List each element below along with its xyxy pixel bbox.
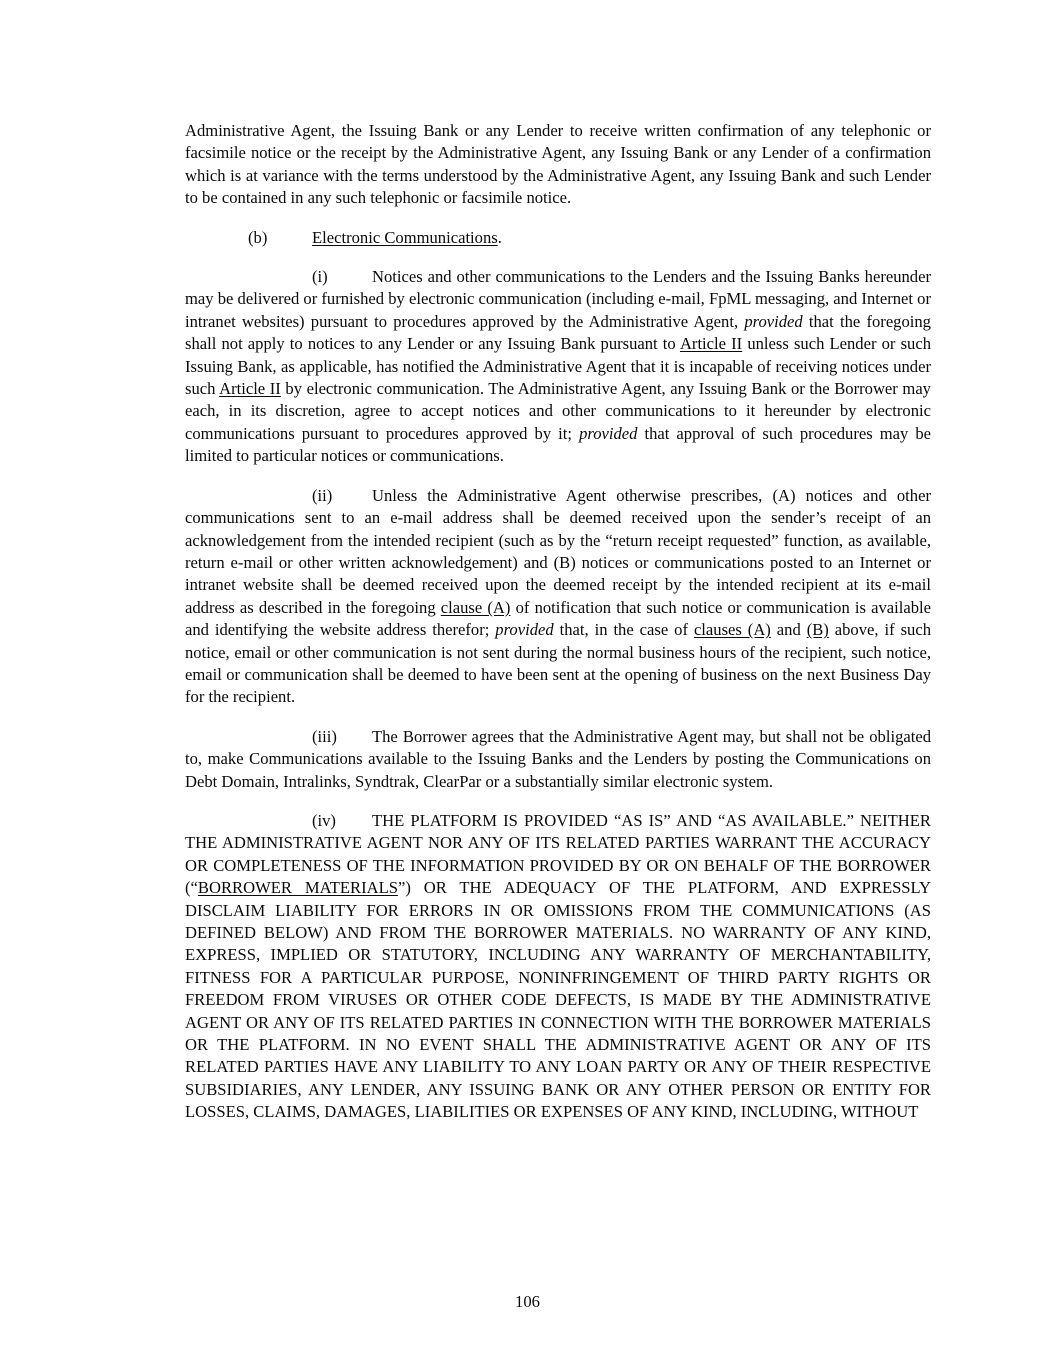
text-run: THE PLATFORM IS PROVIDED “AS IS” AND “AS AVAILABLE.” NEITHER THE ADMINISTRATIVE AGENT NOR ANY OF ITS RELATED PARTIES WARRANT THE ACCURACY OR COMPLETENESS OF THE INFORMATION PROVIDED BY OR ON BEHALF OF THE BORROWER (“	[185, 810, 931, 898]
text-run: provided	[744, 311, 803, 331]
text-run: by electronic communication. The Administrative Agent, any Issuing Bank or the Borrower may each, in its discretion, agree to accept notices and other communications to it hereunder by electronic communications pursuant to procedures approved by it;	[185, 379, 931, 443]
list-marker: (ii)	[312, 485, 333, 505]
list-marker: (b)	[248, 227, 268, 247]
text-run: clauses (A)	[693, 620, 771, 640]
heading-electronic-communications	[185, 227, 931, 249]
text-run: Article II	[219, 379, 281, 399]
text-run: Article II	[679, 334, 743, 354]
text-run: BORROWER MATERIALS	[197, 878, 398, 898]
text-run: that the foregoing shall not apply to notices to any Lender or any Issuing Bank pursuant to	[185, 311, 931, 354]
text-run: that approval of such procedures may be limited to particular notices or communications.	[185, 423, 931, 466]
text-run: Administrative Agent, the Issuing Bank or any Lender to receive written confirmation of any telephonic or facsimile notice or the receipt by the Administrative Agent, any Issuing Bank or any Lender of a confirmation which is at variance with the terms understood by the Administrative Agent, any Issuing Bank and such Lender to be contained in any such telephonic or facsimile notice.	[185, 121, 931, 208]
document-body	[185, 120, 931, 1141]
list-marker: (iii)	[312, 726, 337, 746]
text-run: of notification that such notice or communication is available and identifying the website address therefor;	[185, 597, 932, 640]
text-run: (B)	[806, 620, 829, 640]
text-run: above, if such notice, email or other communication is not sent during the normal business hours of the recipient, such notice, email or communication shall be deemed to have been sent at the opening of business on the next Business Day for the recipient.	[185, 620, 931, 707]
paragraph-continuation	[185, 120, 931, 210]
text-run: .	[497, 227, 502, 247]
page-number: 106	[515, 1292, 540, 1311]
text-run: Unless the Administrative Agent otherwise prescribes, (A) notices and other communications sent to an e-mail address shall be deemed received upon the sender’s receipt of an acknowledgement from the intended recipient (such as by the “return receipt requested” function, as available, return e-mail or other written acknowledgement) and (B) notices or communications posted to an Internet or intranet website shall be deemed received upon the deemed receipt by the intended recipient at its e-mail address as described in the foregoing	[185, 485, 931, 617]
clause-iii	[185, 726, 931, 793]
text-run: that, in the case of	[553, 620, 694, 640]
text-run: provided	[495, 620, 554, 640]
text-run: The Borrower agrees that the Administrative Agent may, but shall not be obligated to, make Communications available to the Issuing Banks and the Lenders by posting the Communications on Debt Domain, Intralinks, Syndtrak, ClearPar or a substantially similar electronic system.	[185, 726, 931, 791]
clause-ii	[185, 485, 931, 709]
text-run: and	[770, 620, 807, 640]
clause-iv	[185, 810, 931, 1124]
text-run: ”) OR THE ADEQUACY OF THE PLATFORM, AND EXPRESSLY DISCLAIM LIABILITY FOR ERRORS IN OR OMISSIONS FROM THE COMMUNICATIONS (AS DEFINED BELOW) AND FROM THE BORROWER MATERIALS. NO WARRANTY OF ANY KIND, EXPRESS, IMPLIED OR STATUTORY, INCLUDING ANY WARRANTY OF MERCHANTABILITY, FITNESS FOR A PARTICULAR PURPOSE, NONINFRINGEMENT OF THIRD PARTY RIGHTS OR FREEDOM FROM VIRUSES OR OTHER CODE DEFECTS, IS MADE BY THE ADMINISTRATIVE AGENT OR ANY OF ITS RELATED PARTIES IN CONNECTION WITH THE BORROWER MATERIALS OR THE PLATFORM. IN NO EVENT SHALL THE ADMINISTRATIVE AGENT OR ANY OF ITS RELATED PARTIES HAVE ANY LIABILITY TO ANY LOAN PARTY OR ANY OF THEIR RESPECTIVE SUBSIDIARIES, ANY LENDER, ANY ISSUING BANK OR ANY OTHER PERSON OR ENTITY FOR LOSSES, CLAIMS, DAMAGES, LIABILITIES OR EXPENSES OF ANY KIND, INCLUDING, WITHOUT	[185, 878, 931, 1122]
text-run: clause (A)	[440, 597, 511, 617]
list-marker: (i)	[312, 267, 328, 287]
text-run: unless such Lender or such Issuing Bank, as applicable, has notified the Administrative Agent that it is incapable of receiving notices under such	[185, 334, 931, 399]
clause-i	[185, 266, 931, 468]
text-run: Electronic Communications	[312, 227, 498, 247]
text-run: Notices and other communications to the Lenders and the Issuing Banks hereunder may be delivered or furnished by electronic communication (including e-mail, FpML messaging, and Internet or intranet websites) pursuant to procedures approved by the Administrative Agent,	[185, 267, 931, 331]
list-marker: (iv)	[312, 810, 336, 830]
text-run: provided	[579, 423, 638, 443]
